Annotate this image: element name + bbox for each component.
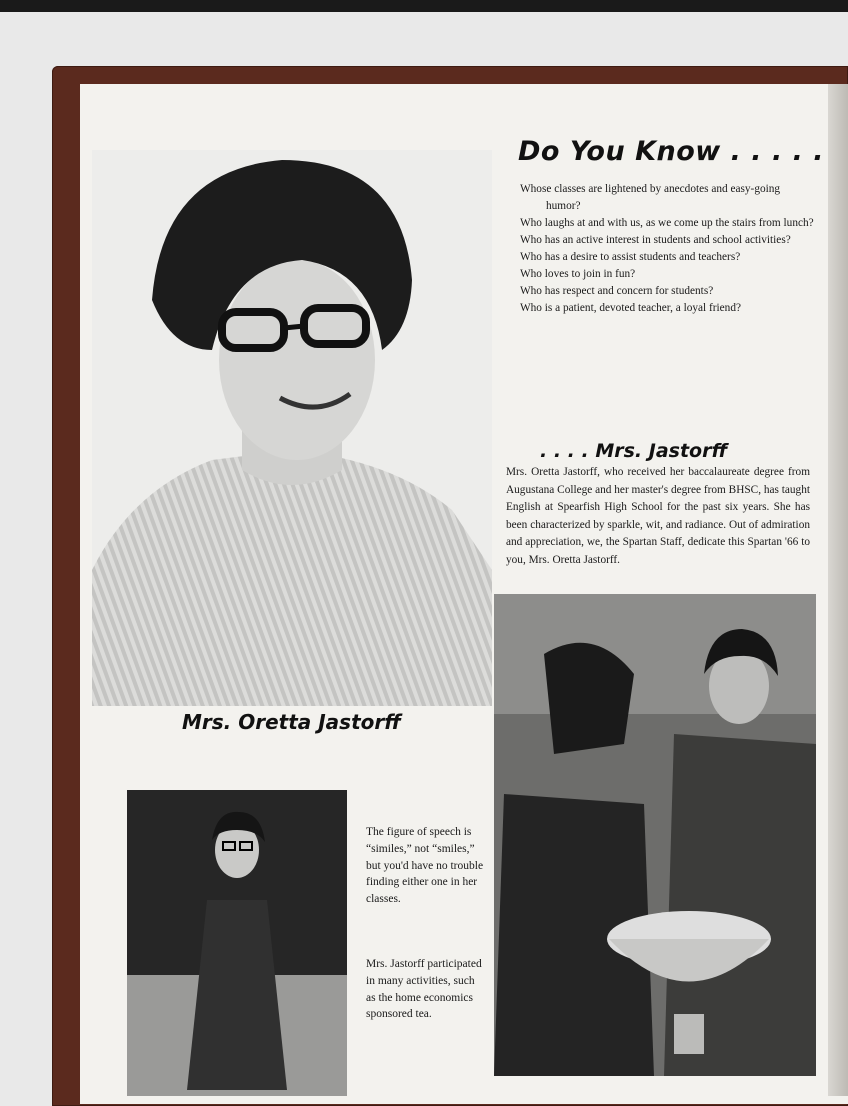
list-item: Who loves to join in fun? [520,268,636,280]
list-item: Whose classes are lightened by anecdotes and easy-going humor? [520,183,781,212]
list-item: Who is a patient, devoted teacher, a loyal friend? [520,302,741,314]
chalkboard-photo [127,790,347,1096]
tea-photo [494,594,816,1076]
bio-paragraph: Mrs. Oretta Jastorff, who received her baccalaureate degree from Augustana College and her master's degree from BHSC, has taught English at Spearfish High School for the past six years. She has been characterized by sparkle, wit, and radiance. Out of admiration and appreciation, we, the Spartan Staff, dedicate this Spartan '66 to you, Mrs. Oretta Jastorff. [506,466,810,566]
list-item: Who laughs at and with us, as we come up the stairs from lunch? [520,217,814,229]
portrait-caption: Mrs. Oretta Jastorff [182,710,401,734]
caption-similes: The figure of speech is “similes,” not “smiles,” but you'd have no trouble finding either one in her classes. [366,826,484,906]
caption-tea: Mrs. Jastorff participated in many activities, such as the home economics sponsored tea. [366,958,482,1021]
page-fold-shadow [828,84,848,1096]
question-list [520,181,816,317]
list-item: Who has respect and concern for students? [520,285,714,297]
portrait-photo [92,150,492,706]
answer-heading: . . . . Mrs. Jastorff [540,439,728,462]
list-item: Who has a desire to assist students and teachers? [520,251,741,263]
page-heading: Do You Know . . . . . [518,136,825,168]
list-item: Who has an active interest in students and school activities? [520,234,791,246]
scan-top-edge [0,0,848,12]
